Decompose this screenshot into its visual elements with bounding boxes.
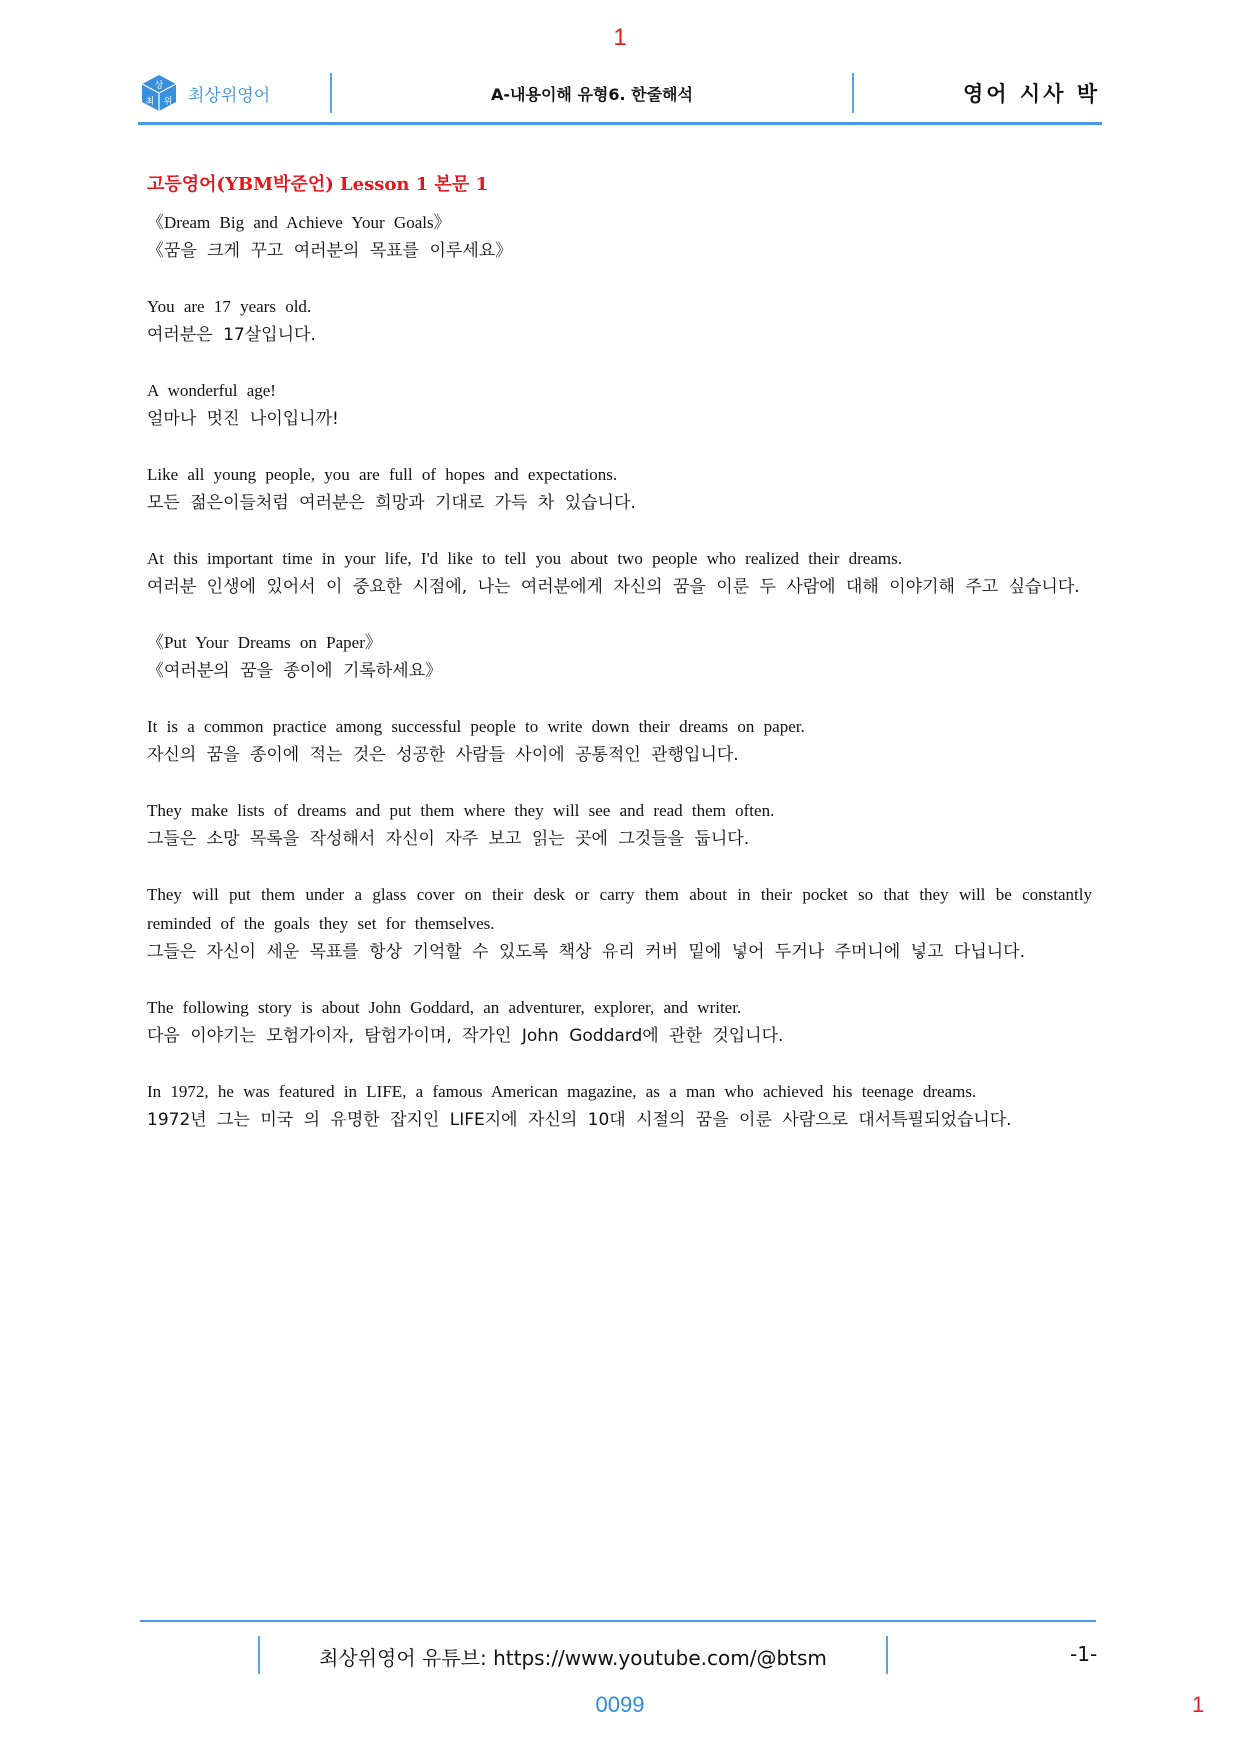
korean-translation: 그들은 자신이 세운 목표를 항상 기억할 수 있도록 책상 유리 커버 밑에 넣어 두거나 주머니에 넣고 다닙니다. [147,942,1026,962]
page-header [140,66,1100,120]
korean-translation: 《여러분의 꿈을 종이에 기록하세요》 [147,661,443,681]
english-sentence: They will put them under a glass cover on their desk or carry them about in their pocket so that they will be constantly reminded of the goals they set for themselves. [147,885,1092,933]
sentence-pair [147,544,1092,602]
sentence-list [147,208,1092,1135]
header-rule [138,122,1102,125]
korean-translation: 얼마나 멋진 나이입니까! [147,409,339,429]
footer-rule [140,1620,1096,1622]
english-sentence: 《Dream Big and Achieve Your Goals》 [147,213,451,232]
english-sentence: They make lists of dreams and put them where they will see and read them often. [147,801,775,820]
korean-translation: 여러분 인생에 있어서 이 중요한 시점에, 나는 여러분에게 자신의 꿈을 이룬 두 사람에 대해 이야기해 주고 싶습니다. [147,577,1080,597]
top-page-number: 1 [613,24,627,51]
english-sentence: At this important time in your life, I'd like to tell you about two people who realized their dreams. [147,549,902,568]
brand-logo-icon [140,74,178,112]
english-sentence: A wonderful age! [147,381,276,400]
korean-translation: 다음 이야기는 모험가이자, 탐험가이며, 작가인 John Goddard에 관한 것입니다. [147,1026,784,1046]
korean-translation: 《꿈을 크게 꾸고 여러분의 목표를 이루세요》 [147,241,513,261]
footer-page-number: -1- [1070,1642,1098,1666]
sentence-pair [147,1077,1092,1135]
sentence-pair [147,292,1092,350]
english-sentence: In 1972, he was featured in LIFE, a famous American magazine, as a man who achieved his teenage dreams. [147,1082,977,1101]
sentence-pair [147,208,1092,266]
brand-name: 최상위영어 [188,85,271,106]
korean-translation: 모든 젊은이들처럼 여러분은 희망과 기대로 가득 차 있습니다. [147,493,636,513]
korean-translation: 자신의 꿈을 종이에 적는 것은 성공한 사람들 사이에 공통적인 관행입니다. [147,745,739,765]
header-right-text: 영어 시사 박 [962,82,1100,106]
english-sentence: You are 17 years old. [147,297,312,316]
english-sentence: The following story is about John Goddard, an adventurer, explorer, and writer. [147,998,742,1017]
sentence-pair [147,796,1092,854]
footer-divider [886,1636,888,1674]
main-content [147,170,1092,1161]
sentence-pair [147,460,1092,518]
header-title: A-내용이해 유형6. 한줄해석 [491,84,693,104]
bottom-code: 0099 [595,1692,645,1717]
svg-text:위: 위 [163,97,173,107]
sentence-pair [147,376,1092,434]
sentence-pair [147,993,1092,1051]
korean-translation: 1972년 그는 미국 의 유명한 잡지인 LIFE지에 자신의 10대 시절의 꿈을 이룬 사람으로 대서특필되었습니다. [147,1110,1012,1130]
svg-text:상: 상 [154,81,164,91]
bottom-number: 1 [1192,1692,1205,1717]
korean-translation: 여러분은 17살입니다. [147,325,316,345]
korean-translation: 그들은 소망 목록을 작성해서 자신이 자주 보고 읽는 곳에 그것들을 둡니다. [147,829,750,849]
sentence-pair [147,712,1092,770]
page-footer [140,1636,1100,1676]
sentence-pair [147,628,1092,686]
english-sentence: It is a common practice among successful people to write down their dreams on paper. [147,717,805,736]
svg-text:최: 최 [145,97,155,107]
english-sentence: 《Put Your Dreams on Paper》 [147,633,382,652]
footer-youtube-link[interactable]: 최상위영어 유튜브: https://www.youtube.com/@btsm [319,1646,827,1670]
lesson-title: 고등영어(YBM박준언) Lesson 1 본문 1 [147,174,489,195]
sentence-pair [147,880,1092,967]
brand [140,74,330,112]
english-sentence: Like all young people, you are full of hopes and expectations. [147,465,618,484]
